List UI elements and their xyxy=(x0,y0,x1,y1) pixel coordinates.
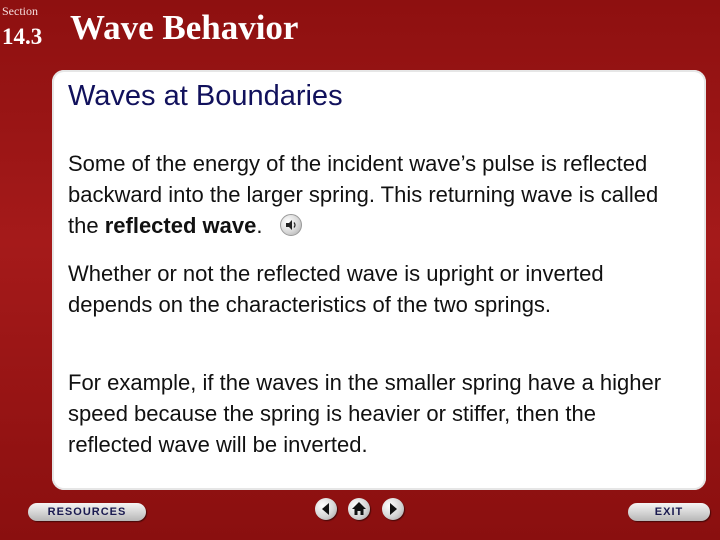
home-icon xyxy=(348,498,370,520)
home-button[interactable] xyxy=(348,498,370,520)
paragraph-text: Some of the energy of the incident wave’s pulse is reflected backward into the larger spring. This returning wave is called the xyxy=(68,151,659,238)
resources-button[interactable]: RESOURCES xyxy=(28,503,146,521)
exit-button[interactable]: EXIT xyxy=(628,503,710,521)
section-badge xyxy=(0,0,54,60)
section-label: Section xyxy=(2,4,38,18)
section-number: 14.3 xyxy=(2,24,43,49)
paragraph-example: For example, if the waves in the smaller spring have a higher speed because the spring is heavier or stiffer, then the reflected wave will be inverted. xyxy=(68,370,662,457)
next-button[interactable] xyxy=(382,498,404,520)
slide-title: Waves at Boundaries xyxy=(68,80,343,112)
paragraph-end: . xyxy=(256,213,263,238)
key-term: reflected wave xyxy=(104,213,257,238)
paragraph-upright-inverted: Whether or not the reflected wave is upright or inverted depends on the characteristics of the two springs. xyxy=(68,261,604,317)
chapter-title: Wave Behavior xyxy=(70,8,299,47)
content-panel xyxy=(52,70,706,490)
previous-button[interactable] xyxy=(315,498,337,520)
arrow-right-icon xyxy=(382,498,404,520)
arrow-left-icon xyxy=(315,498,337,520)
paragraph-reflected-wave xyxy=(68,148,678,241)
speaker-icon[interactable] xyxy=(280,214,302,236)
